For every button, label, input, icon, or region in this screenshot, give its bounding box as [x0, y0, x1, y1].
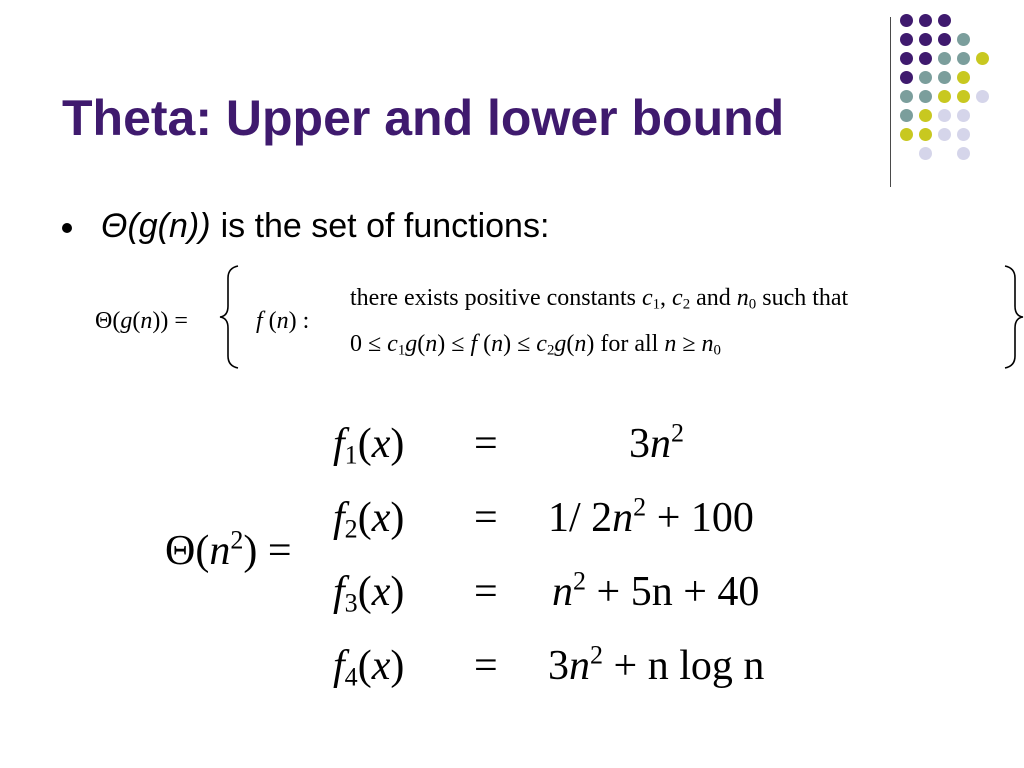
decorative-dot: [957, 109, 970, 122]
right-brace-icon: [1003, 264, 1024, 370]
row4-pre: 3: [548, 643, 569, 689]
left-brace-icon: [218, 264, 240, 370]
inequality-g1: g: [405, 331, 418, 357]
bullet-term: Θ(g(n)): [101, 206, 211, 245]
definition-n: n: [140, 308, 153, 334]
row4-exp: 2: [590, 640, 604, 670]
equation-row-3-function: $f_3(x)$: [333, 569, 405, 618]
row2-sub: 2: [344, 514, 358, 544]
row3-f: f: [333, 569, 345, 615]
decorative-dot: [938, 33, 951, 46]
condition-n0: n: [736, 285, 749, 311]
row1-pre: 3: [629, 421, 650, 467]
row4-sub: 4: [344, 662, 358, 692]
bullet-dot-icon: [62, 223, 72, 233]
decorative-dot-pattern: [900, 14, 1010, 164]
inequality-n4: n: [664, 331, 677, 357]
inequality-f: f: [470, 331, 478, 357]
decorative-dot: [919, 90, 932, 103]
inequality-n1: n: [425, 331, 438, 357]
row1-exp: 2: [671, 418, 685, 448]
equation-row-3-expression: [552, 568, 759, 616]
decorative-dot: [957, 128, 970, 141]
inequality-n3: n: [574, 331, 587, 357]
decorative-dot: [900, 128, 913, 141]
equation-row-1-equals: =: [474, 421, 498, 467]
decorative-dot: [957, 33, 970, 46]
row2-post: + 100: [646, 495, 754, 541]
decorative-dot: [957, 52, 970, 65]
inequality-c1-sub: 1: [397, 342, 406, 359]
definition-close: )): [152, 308, 169, 334]
decorative-dot: [919, 128, 932, 141]
equation-row-2-equals: =: [474, 495, 498, 541]
inequality-n0: n: [701, 331, 714, 357]
inequality-c2: c: [536, 331, 547, 357]
row3-n: n: [552, 569, 573, 615]
row3-sub: 3: [344, 588, 358, 618]
eq-close: ) =: [243, 528, 292, 574]
decorative-dot: [919, 14, 932, 27]
bullet-text: is the set of functions:: [220, 206, 550, 245]
inequality-c2-sub: 2: [546, 342, 555, 359]
decorative-dot: [957, 147, 970, 160]
row2-f: f: [333, 495, 345, 541]
condition-c1: c: [641, 285, 653, 311]
definition-fn-n: n: [276, 308, 289, 334]
equation-row-2-expression: [548, 494, 754, 542]
row1-sub: 1: [344, 440, 358, 470]
row1-x: x: [371, 421, 391, 467]
inequality-g2: g: [554, 331, 567, 357]
bullet-item: [62, 204, 549, 248]
condition-such-that: such that: [756, 285, 849, 311]
equation-row-4-function: $f_4(x)$: [333, 643, 405, 692]
decorative-dot: [938, 90, 951, 103]
row2-n: n: [612, 495, 634, 541]
decorative-dot: [900, 33, 913, 46]
title-divider: [890, 17, 891, 187]
decorative-dot: [938, 109, 951, 122]
condition-c1-sub: 1: [652, 296, 661, 313]
decorative-dot: [900, 90, 913, 103]
equation-row-1-expression: [629, 420, 684, 468]
row1-f: f: [333, 421, 345, 467]
decorative-dot: [957, 71, 970, 84]
decorative-dot: [938, 52, 951, 65]
decorative-dot: [919, 147, 932, 160]
row4-post: + n log n: [603, 643, 765, 689]
condition-n0-sub: 0: [748, 296, 757, 313]
inequality-c1: c: [387, 331, 398, 357]
row1-n: n: [650, 421, 671, 467]
row3-x: x: [371, 569, 391, 615]
decorative-dot: [976, 52, 989, 65]
decorative-dot: [938, 71, 951, 84]
definition-equals: =: [168, 308, 188, 334]
decorative-dot: [900, 109, 913, 122]
equation-row-3-equals: =: [474, 569, 498, 615]
definition-function: f (n) :: [256, 308, 310, 334]
definition-condition-line-2: $0 \le c_1g(n) \le f$ $(n) \le c_2g(n)$ for all $n \ge n_0$: [350, 331, 721, 359]
theta-n-squared-lhs: [165, 527, 292, 575]
eq-exp: 2: [230, 525, 244, 555]
row3-post: + 5n + 40: [586, 569, 760, 615]
equation-row-4-equals: =: [474, 643, 498, 689]
row4-x: x: [371, 643, 391, 689]
decorative-dot: [919, 33, 932, 46]
inequality-n0-sub: 0: [713, 342, 721, 359]
decorative-dot: [900, 14, 913, 27]
condition-and: and: [690, 285, 737, 311]
row2-exp: 2: [633, 492, 647, 522]
condition-text-1: there exists positive constants: [350, 285, 642, 311]
inequality-n2: n: [491, 331, 504, 357]
definition-lhs: [95, 308, 188, 335]
inequality-for-all: for all: [594, 331, 665, 357]
definition-paren: (: [132, 308, 141, 334]
inequality-zero: 0 ≤: [350, 331, 388, 357]
row3-exp: 2: [573, 566, 587, 596]
condition-c2: c: [672, 285, 683, 311]
definition-f: f: [256, 308, 263, 334]
decorative-dot: [957, 90, 970, 103]
decorative-dot: [900, 71, 913, 84]
slide-title: Theta: Upper and lower bound: [62, 90, 785, 146]
row2-pre: 1/ 2: [548, 495, 613, 541]
decorative-dot: [938, 128, 951, 141]
equation-row-4-expression: [548, 642, 764, 690]
decorative-dot: [919, 71, 932, 84]
definition-g: g: [120, 308, 133, 334]
row4-f: f: [333, 643, 345, 689]
decorative-dot: [919, 109, 932, 122]
definition-condition-line-1: there exists positive constants $c_1$, $c_2$ and $n_0$ such that: [350, 285, 849, 313]
decorative-dot: [938, 14, 951, 27]
decorative-dot: [900, 52, 913, 65]
decorative-dot: [976, 90, 989, 103]
row4-n: n: [569, 643, 590, 689]
decorative-dot: [919, 52, 932, 65]
eq-theta: Θ(: [165, 528, 210, 574]
eq-n: n: [209, 528, 231, 574]
row2-x: x: [371, 495, 391, 541]
equation-row-2-function: $f_2(x)$: [333, 495, 405, 544]
definition-theta: Θ(: [95, 308, 121, 334]
condition-c2-sub: 2: [682, 296, 691, 313]
equation-row-1-function: $f_1(x)$: [333, 421, 405, 470]
